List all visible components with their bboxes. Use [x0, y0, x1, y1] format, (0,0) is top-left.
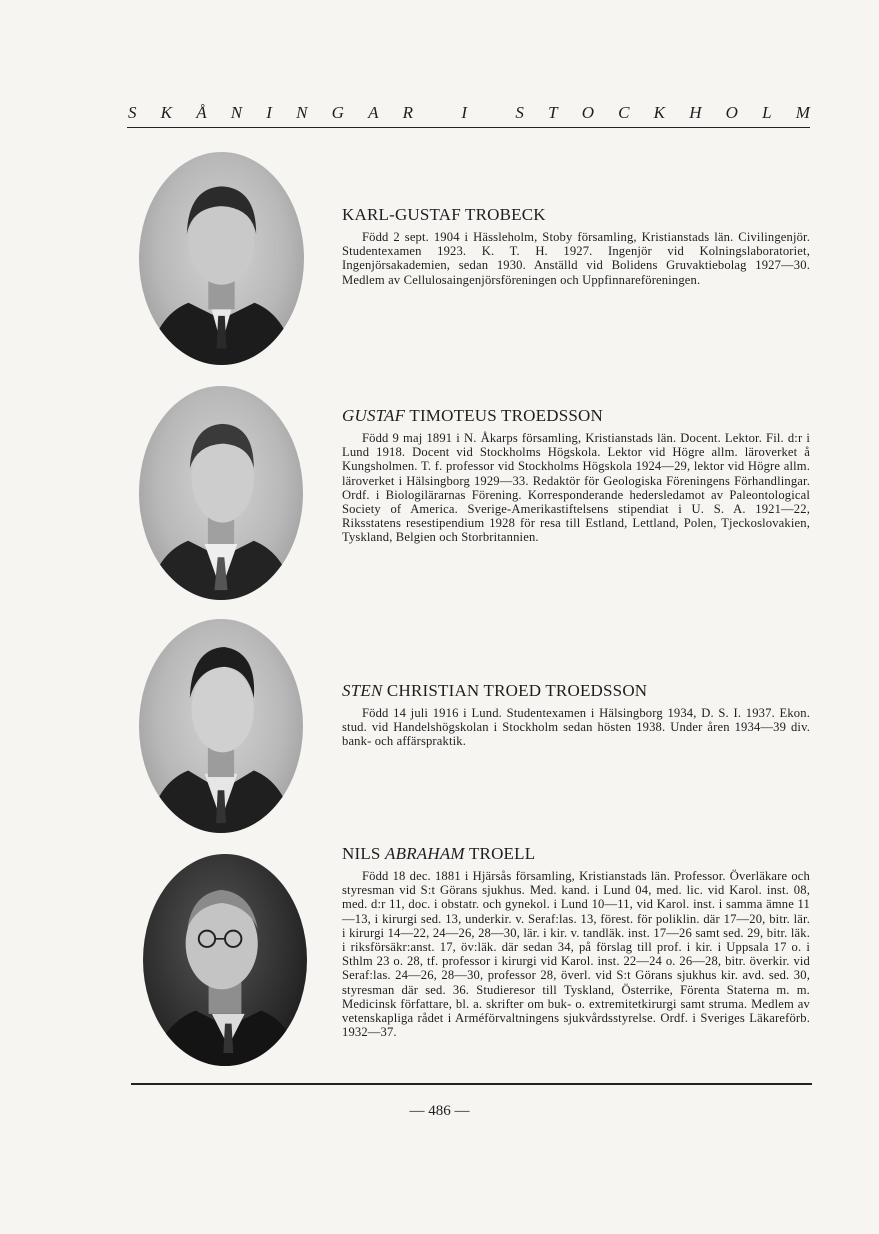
portrait-photo — [139, 152, 304, 365]
header-letter: A — [368, 103, 379, 122]
header-letter: K — [160, 103, 173, 122]
header-letter: K — [653, 103, 666, 122]
biography-text: Född 18 dec. 1881 i Hjärsås församling, Kristianstads län. Professor. Överläkare och styresman vid S:t Görans sjukhus. Med. kand. i Lund 04, med. lic. vid Karol. inst. 08, med. d:r 11, doc. i obstatr. och gynekol. i Lund 10—11, vid Karol. inst. i samma ämne 11—13, i kirurgi sed. 13, underkir. v. Seraf:las. 13, förest. för poliklin. där 17—20, bitr. lär. i kirurgi 14—22, 24—26, 28—30, lär. i kir. v. tandläk. inst. 17—26 samt sed. 29, bitr. läk. i riksförsäkr:anst. 17, öv:läk. där sedan 34, på förslag till prof. i kir. i Uppsala 17 o. i Sthlm 23 o. 28, tf. professor i kirurgi vid Karol. inst. 22—24 o. 26—28, bitr. överkir. vid Seraf:las. 24—26, 28—30, professor 28, överl. vid S:t Görans sjukhus kir. avd. sed. 30, styresman där sed. 36. Studieresor till Tyskland, Österrike, Förenta Staterna m. m. Medicinsk författare, bl. a. skrifter om buk- o. extremitetkirurgi samt struma. Medlem av vetenskapliga rådet i Arméförvaltningens sjukvårdsstyrelse. Ordf. i Sveriges Läkareförb. 1932—37. — [342, 869, 810, 1040]
biography-text: Född 9 maj 1891 i N. Åkarps församling, Kristianstads län. Docent. Lektor. Fil. d:r i Lund 1918. Docent vid Stockholms Högskola. Lektor vid Högre allm. läroverket å Kungsholmen. T. f. professor vid Stockholms Högskola 1924—29, lektor vid Högre allm. läroverket i Hälsingborg 1929—33. Redaktör för Geologiska Föreningens Förhandlingar. Ordf. i Biologilärarnas Förening. Korresponderande hedersledamot av Paleontological Society of America. Sverige-Amerikastiftelsens stipendiat i U. S. A. 1921—22, Riksstatens resestipendium 1928 för resa till Estland, Lettland, Polen, Tjeckoslovakien, Tyskland, Belgien och Storbritannien. — [342, 431, 810, 545]
header-letter: L — [762, 103, 772, 122]
footer-rule — [131, 1083, 812, 1085]
header-letter: R — [402, 103, 414, 122]
header-letter: H — [689, 103, 702, 122]
header-rule — [127, 127, 810, 128]
entry-text — [342, 844, 810, 1039]
header-letter: M — [795, 103, 810, 122]
header-letter: N — [230, 103, 243, 122]
person-name: GUSTAF TIMOTEUS TROEDSSON — [342, 406, 603, 425]
header-letter: I — [461, 103, 468, 122]
running-header — [128, 103, 810, 123]
header-letter: G — [331, 103, 344, 122]
person-name: STEN CHRISTIAN TROED TROEDSSON — [342, 681, 648, 700]
header-letter: T — [548, 103, 558, 122]
biography-text: Född 14 juli 1916 i Lund. Studentexamen i Hälsingborg 1934, D. S. I. 1937. Ekon. stud. vid Handelshögskolan i Stockholm sedan hösten 1938. Under åren 1934—39 div. bank- och affärspraktik. — [342, 706, 810, 749]
header-letter: O — [581, 103, 594, 122]
portrait-photo — [139, 386, 303, 600]
entry-text — [342, 406, 810, 545]
person-name: KARL-GUSTAF TROBECK — [342, 205, 546, 224]
biography-text: Född 2 sept. 1904 i Hässleholm, Stoby församling, Kristianstads län. Civilingenjör. Studentexamen 1923. K. T. H. 1927. Ingenjör vid Kolningslaboratoriet, Ingenjörsakademien, sedan 1930. Anställd vid Bolidens Gruvaktiebolag 1927—30. Medlem av Cellulosaingenjörsföreningen och Uppfinnareföreningen. — [342, 230, 810, 287]
header-letter: O — [725, 103, 738, 122]
entry-text — [342, 681, 810, 749]
entry-text — [342, 205, 810, 287]
page-number: — 486 — — [409, 1103, 470, 1119]
header-letter: N — [296, 103, 308, 122]
header-letter: Å — [196, 103, 207, 122]
header-letter: S — [515, 103, 524, 122]
person-name: NILS ABRAHAM TROELL — [342, 844, 536, 863]
portrait-photo — [139, 619, 303, 833]
header-letter: I — [266, 103, 272, 122]
header-letter: C — [618, 103, 630, 122]
portrait-photo — [143, 854, 307, 1066]
header-letter: S — [128, 103, 137, 122]
